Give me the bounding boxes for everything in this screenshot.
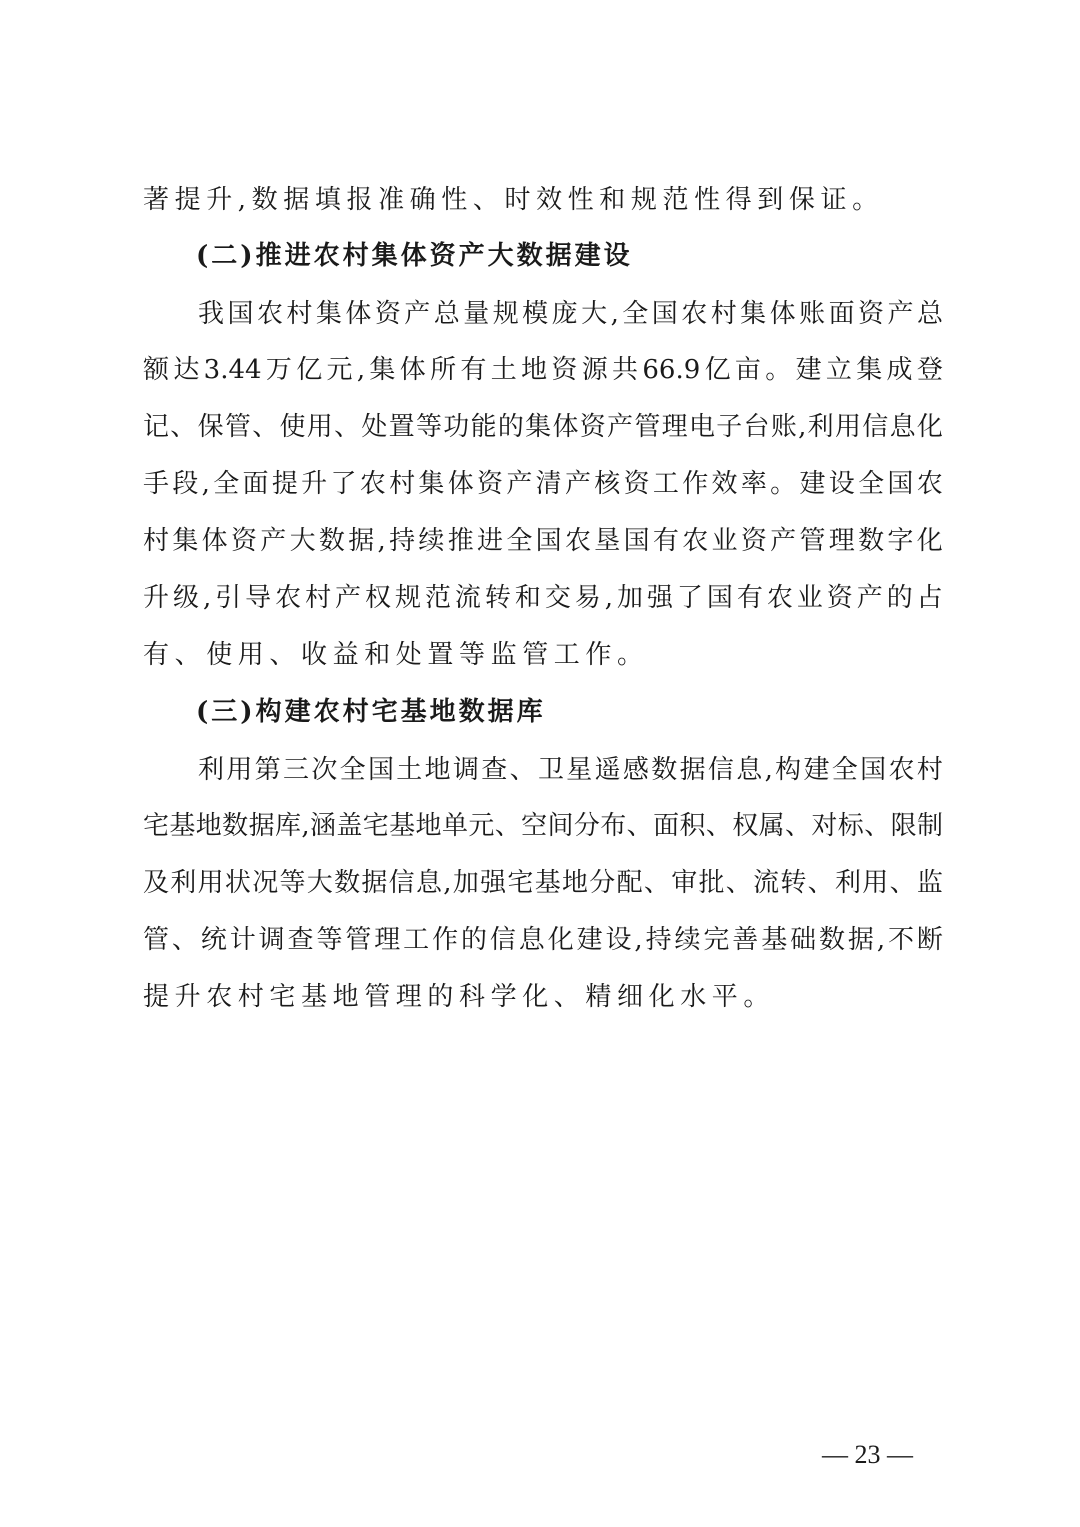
- paragraph-line: 记 、 保 管 、 使 用 、 处 置 等 功 能 的 集 体 资 产 管 理 电 子 台 账 , 利 用 信 息 化: [143, 412, 943, 442]
- paragraph-line: 有、使用、收益和处置等监管工作。: [143, 640, 649, 670]
- section-heading: (三)构建农村宅基地数据库: [196, 697, 546, 727]
- paragraph-line: 著提升,数据填报准确性、时效性和规范性得到保证。: [143, 185, 884, 215]
- paragraph-line: 宅 基 地 数 据 库 , 涵 盖 宅 基 地 单 元 、 空 间 分 布 、 面 积 、 权 属 、 对 标 、 限 制: [143, 811, 943, 841]
- paragraph-line: 村 集 体 资 产 大 数 据 , 持 续 推 进 全 国 农 垦 国 有 农 业 资 产 管 理 数 字 化: [143, 526, 943, 556]
- paragraph-line: 额 达 3.44 万 亿 元 , 集 体 所 有 土 地 资 源 共 66.9 亿 亩 。 建 立 集 成 登: [143, 355, 943, 385]
- paragraph-line: 我 国 农 村 集 体 资 产 总 量 规 模 庞 大 , 全 国 农 村 集 体 账 面 资 产 总: [198, 299, 943, 329]
- paragraph-line: 利 用 第 三 次 全 国 土 地 调 查 、 卫 星 遥 感 数 据 信 息 , 构 建 全 国 农 村: [198, 755, 943, 785]
- paragraph-line: 手 段 , 全 面 提 升 了 农 村 集 体 资 产 清 产 核 资 工 作 效 率 。 建 设 全 国 农: [143, 469, 943, 499]
- page-number: — 23 —: [822, 1440, 913, 1469]
- paragraph-line: 及 利 用 状 况 等 大 数 据 信 息 , 加 强 宅 基 地 分 配 、 审 批 、 流 转 、 利 用 、 监: [143, 868, 943, 898]
- paragraph-line: 升 级 , 引 导 农 村 产 权 规 范 流 转 和 交 易 , 加 强 了 国 有 农 业 资 产 的 占: [143, 583, 943, 613]
- paragraph-line: 管 、 统 计 调 查 等 管 理 工 作 的 信 息 化 建 设 , 持 续 完 善 基 础 数 据 , 不 断: [143, 925, 943, 955]
- section-heading: (二)推进农村集体资产大数据建设: [196, 241, 633, 271]
- paragraph-line: 提升农村宅基地管理的科学化、精细化水平。: [143, 982, 776, 1012]
